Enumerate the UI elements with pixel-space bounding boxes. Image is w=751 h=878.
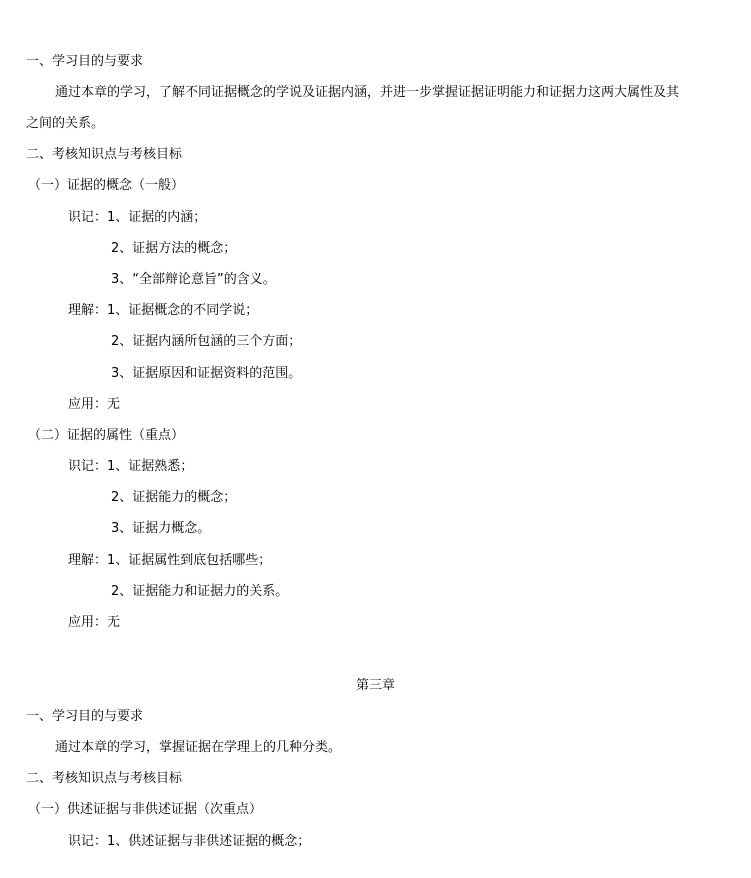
apply-item: 应用：无 — [68, 397, 121, 412]
apply-item: 应用：无 — [68, 615, 121, 630]
memorize-item-1: 识记：1、供述证据与非供述证据的概念； — [68, 834, 311, 849]
understand-item-2: 2、证据能力和证据力的关系。 — [111, 584, 289, 599]
memorize-item-3: 3、证据力概念。 — [111, 521, 211, 536]
goals-paragraph: 通过本章的学习，掌握证据在学理上的几种分类。 — [55, 740, 342, 755]
subheading-evidence-concept: （一）证据的概念（一般） — [28, 178, 185, 193]
understand-item-2: 2、证据内涵所包涵的三个方面； — [111, 334, 302, 349]
chapter-title: 第三章 — [355, 678, 395, 693]
memorize-item-1: 识记：1、证据的内涵； — [68, 210, 207, 225]
heading-exam-points: 二、考核知识点与考核目标 — [26, 147, 183, 162]
heading-exam-points: 二、考核知识点与考核目标 — [26, 771, 183, 786]
heading-learning-goals: 一、学习目的与要求 — [26, 709, 144, 724]
understand-item-1: 理解：1、证据概念的不同学说； — [68, 303, 259, 318]
memorize-item-2: 2、证据能力的概念； — [111, 490, 237, 505]
memorize-item-3: 3、“全部辩论意旨”的含义。 — [111, 272, 276, 287]
heading-learning-goals: 一、学习目的与要求 — [26, 54, 144, 69]
goals-paragraph-line1: 通过本章的学习，了解不同证据概念的学说及证据内涵，并进一步掌握证据证明能力和证据力这两大属性及其 — [55, 85, 680, 100]
memorize-item-2: 2、证据方法的概念； — [111, 241, 237, 256]
understand-item-1: 理解：1、证据属性到底包括哪些； — [68, 553, 272, 568]
subheading-evidence-attributes: （二）证据的属性（重点） — [28, 428, 185, 443]
understand-item-3: 3、证据原因和证据资料的范围。 — [111, 366, 302, 381]
memorize-item-1: 识记：1、证据熟悉； — [68, 459, 194, 474]
goals-paragraph-line2: 之间的关系。 — [26, 116, 105, 131]
subheading-statement-evidence: （一）供述证据与非供述证据（次重点） — [28, 802, 263, 817]
